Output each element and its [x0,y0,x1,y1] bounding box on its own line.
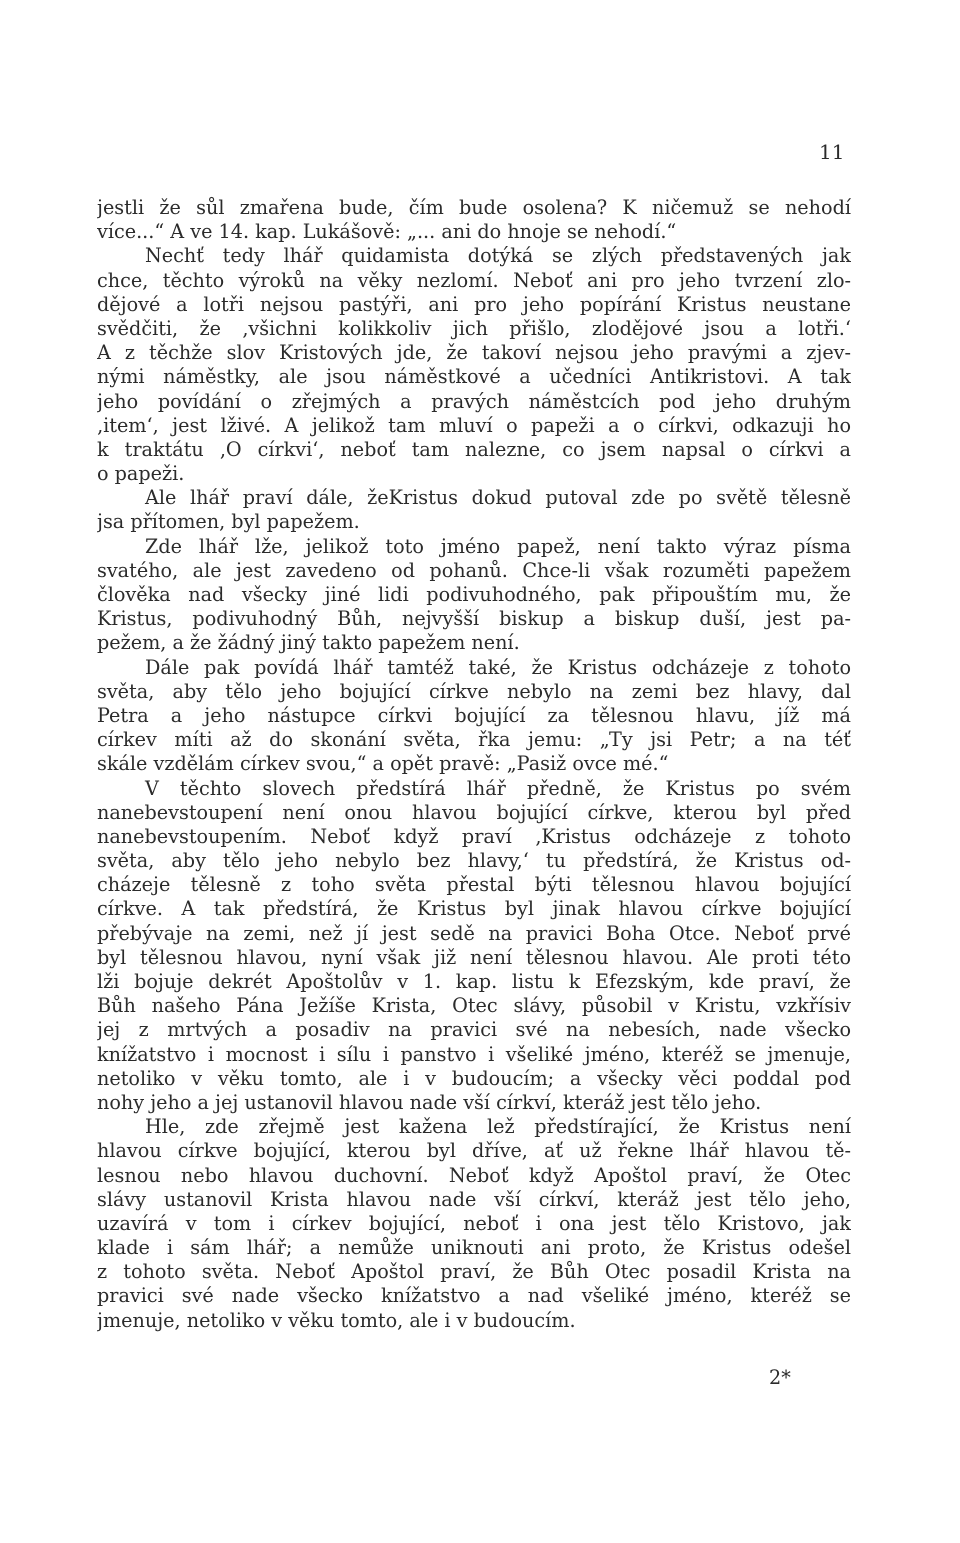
text-line: hlavou církve bojující, kterou byl dříve, ať už řekne lhář hlavou tě- [97,1139,851,1163]
text-line: nanebevstoupení není onou hlavou bojující církve, kterou byl před [97,800,851,824]
text-line: lži bojuje dekrét Apoštolův v 1. kap. listu k Efezským, kde praví, že [97,970,851,993]
text-line: lesnou nebo hlavou duchovní. Neboť když Apoštol praví, že Otec [97,1163,851,1187]
text-line: nohy jeho a jej ustanovil hlavou nade vší církví, kteráž jest tělo jeho. [97,1090,762,1114]
text-line: chce, těchto výroků na věky nezlomí. Neboť ani pro jeho tvrzení zlo- [97,268,851,292]
text-line: ‚item‘, jest lživé. A jelikož tam mluví o papeži a o církvi, odkazuji ho [97,413,851,437]
body-text [97,196,851,1333]
text-line: jej z mrtvých a posadiv na pravici své na nebesích, nade všecko [97,1018,851,1042]
text-line: přebývaje na zemi, než jí jest sedě na pravici Boha Otce. Neboť prvé [97,921,851,945]
text-line: Petra a jeho nástupce církvi bojující za tělesnou hlavu, jíž má [97,703,851,727]
text-line: jeho povídání o zřejmých a pravých náměstcích pod jeho druhým [97,389,851,413]
text-line: jsa přítomen, byl papežem. [97,510,360,534]
text-line: jestli že sůl zmařena bude, čím bude osolena? K ničemuž se nehodí [97,196,851,219]
text-line: dějové a lotři nejsou pastýři, ani pro jeho popírání Kristus neustane [97,292,851,316]
text-line: Ale lhář praví dále, žeKristus dokud putoval zde po světě tělesně [145,486,851,510]
text-line: Dále pak povídá lhář tamtéž také, že Kristus odcházeje z tohoto [145,655,851,679]
text-line: nými náměstky, ale jsou náměstkové a učedníci Antikristovi. A tak [97,365,851,389]
page-number: 11 [819,140,845,164]
text-line: k traktátu ‚O církvi‘, neboť tam nalezne, co jsem napsal o církvi a [97,437,851,461]
text-line: člověka nad všecky jiné lidi podivuhodného, pak připouštím mu, že [97,583,851,606]
text-line: Hle, zde zřejmě jest kažena lež předstírající, že Kristus není [145,1115,851,1139]
text-line: svatého, ale jest zavedeno od pohanů. Chce-li však rozuměti papežem [97,558,851,582]
signature-mark: 2* [769,1366,791,1389]
text-line: světa, aby tělo jeho nebylo bez hlavy,‘ tu předstírá, že Kristus od- [97,849,851,873]
text-line: byl tělesnou hlavou, nyní však již není tělesnou hlavou. Ale proti této [97,945,851,969]
text-line: cházeje tělesně z toho světa přestal býti tělesnou hlavou bojující [97,873,851,897]
text-line: pravici své nade všecko knížatstvo a nad všeliké jméno, kteréž se [97,1284,851,1308]
text-line: církev míti až do skonání světa, řka jemu: „Ty jsi Petr; a na téť [97,728,851,752]
text-line: církve. A tak předstírá, že Kristus byl jinak hlavou církve bojující [97,897,851,921]
text-line: Nechť tedy lhář quidamista dotýká se zlých představených jak [145,244,851,268]
text-line: Kristus, podivuhodný Bůh, nejvyšší biskup a biskup duší, jest pa- [97,607,851,631]
text-line: A z těchže slov Kristových jde, že takoví nejsou jeho pravými a zjev- [97,341,851,365]
text-line: skále vzdělám církev svou,“ a opět pravě: „Pasiž ovce mé.“ [97,752,669,776]
text-line: z tohoto světa. Neboť Apoštol praví, že Bůh Otec posadil Krista na [97,1260,851,1284]
text-line: Bůh našeho Pána Ježíše Krista, Otec slávy, působil v Kristu, vzkřísiv [97,994,851,1018]
text-line: nanebevstoupením. Neboť když praví ‚Kristus odcházeje z tohoto [97,824,851,848]
text-line: uzavírá v tom i církev bojující, neboť i ona jest tělo Kristovo, jak [97,1211,851,1235]
text-line: klade i sám lhář; a nemůže uniknouti ani proto, že Kristus odešel [97,1236,851,1260]
text-line: V těchto slovech předstírá lhář předně, že Kristus po svém [145,776,851,800]
text-line: svědčiti, že ‚všichni kolikkoliv jich přišlo, zlodějové jsou a lotři.‘ [97,316,851,340]
text-line: slávy ustanovil Krista hlavou nade vší církví, kteráž jest tělo jeho, [97,1187,851,1211]
text-line: pežem, a že žádný jiný takto papežem není. [97,631,520,655]
text-line: Zde lhář lže, jelikož toto jméno papež, není takto výraz písma [145,534,851,558]
text-line: o papeži. [97,462,185,486]
text-line: jmenuje, netoliko v věku tomto, ale i v budoucím. [97,1308,576,1332]
text-line: více...“ A ve 14. kap. Lukášově: „... ani do hnoje se nehodí.“ [97,220,677,244]
text-line: světa, aby tělo jeho bojující církve nebylo na zemi bez hlavy, dal [97,679,851,703]
text-line: netoliko v věku tomto, ale i v budoucím; a všecky věci poddal pod [97,1066,851,1090]
text-line: knížatstvo i mocnost i sílu i panstvo i všeliké jméno, kteréž se jmenuje, [97,1042,851,1066]
